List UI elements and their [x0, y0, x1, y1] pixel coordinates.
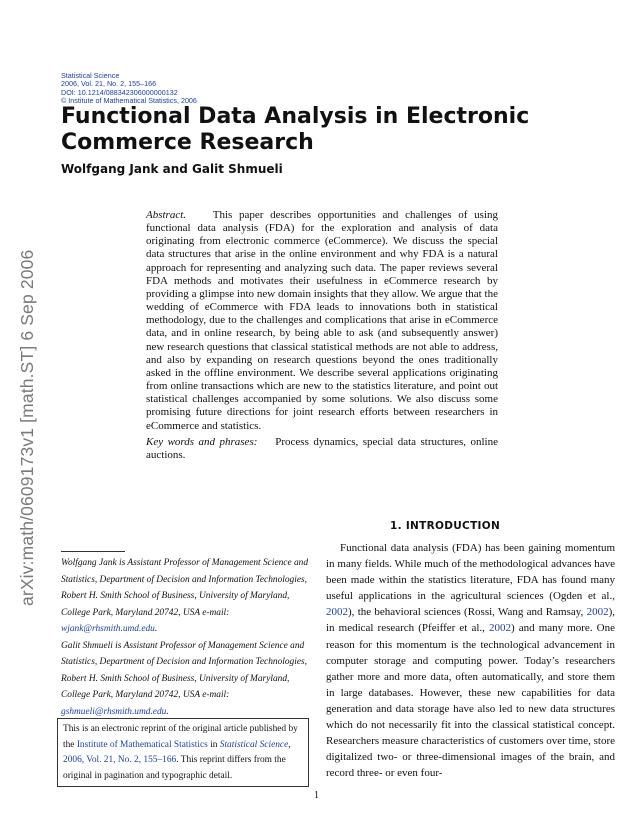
- abstract-block: [146, 209, 498, 462]
- introduction-paragraph: Functional data analysis (FDA) has been gaining momentum in many fields. While much of the methodological advances have been made within the statistics literature, FDA has found many useful applications in the agricultural sciences (Ogden et al., 2002), the behavioral sciences (Rossi, Wang and Ramsay, 2002), in medical research (Pfeiffer et al., 2002) and many more. One reason for this momentum is the technological advancement in computer storage and computing power. Today’s researchers gather more and more data, often automatically, and store them in large databases. However, these new capabilities for data generation and data storage have also led to new data structures which do not necessarily fit into the classical statistical concept. Researchers measure characteristics of customers over time, store digitalized two- or three-dimensional images of the brain, and record three- or even four-: [326, 542, 615, 780]
- citation-link[interactable]: 2002: [586, 606, 609, 619]
- footnote-divider: [61, 551, 125, 552]
- footnote-shmueli: Galit Shmueli is Assistant Professor of Management Science and Statistics, Department of Decision and Information Technologies, Robert H. Smith School of Business, University of Maryland, College Park, Maryland 20742, USA e-mail: gshmueli@rhsmith.umd.edu.: [61, 640, 307, 717]
- journal-link[interactable]: Statistical Science: [219, 739, 289, 750]
- paper-title: Functional Data Analysis in Electronic Commerce Research: [61, 104, 530, 155]
- author-footnote: [61, 555, 309, 720]
- arxiv-identifier-stamp: [17, 186, 39, 606]
- keywords-line: [146, 436, 498, 462]
- abstract-text: This paper describes opportunities and challenges of using functional data analysis (FDA) for the exploration and analysis of data originating from electronic commerce (eCommerce). We discuss the special data structures that arise in the online environment and why FDA is a natural approach for representing and analyzing such data. The paper reviews several FDA methods and motivates their usefulness in eCommerce research by providing a glimpse into new domain insights that they allow. We argue that the wedding of eCommerce with FDA leads to innovations both in statistical methodology, due to the challenges and complications that arise in eCommerce data, and in online research, by being able to ask (and subsequently answer) new research questions that classical statistical methods are not able to address, and also by expanding on research questions beyond the ones traditionally asked in the offline environment. We describe several applications originating from online transactions which are new to the statistics literature, and point out statistical challenges accompanied by some solutions. We also discuss some promising future directions for joint research efforts between researchers in eCommerce and statistics.: [146, 209, 498, 432]
- citation-link[interactable]: 2002: [488, 622, 511, 635]
- volume-link[interactable]: 2006, Vol. 21, No. 2, 155–166: [63, 755, 177, 766]
- section-heading: 1. INTRODUCTION: [390, 520, 501, 532]
- keywords-label: Key words and phrases:: [146, 435, 258, 448]
- journal-header: [61, 72, 197, 106]
- copyright-line[interactable]: © Institute of Mathematical Statistics, 2006: [61, 96, 197, 106]
- reprint-notice-box: This is an electronic reprint of the original article published by the Institute of Mathematical Statistics in Statistical Science, 2006, Vol. 21, No. 2, 155–166. This reprint differs from the original in pagination and typographic detail.: [57, 718, 309, 787]
- email-link-shmueli[interactable]: gshmueli@rhsmith.umd.edu: [61, 706, 167, 717]
- citation-link[interactable]: 2002: [326, 606, 348, 619]
- footnote-jank: Wolfgang Jank is Assistant Professor of Management Science and Statistics, Department of Decision and Information Technologies, Robert H. Smith School of Business, University of Maryland, College Park, Maryland 20742, USA e-mail: wjank@rhsmith.umd.edu.: [61, 558, 309, 634]
- journal-name-link[interactable]: Statistical Science: [61, 71, 120, 80]
- page-number: 1: [314, 790, 319, 801]
- abstract-label: Abstract.: [146, 209, 187, 221]
- introduction-body: [326, 540, 615, 781]
- volume-line[interactable]: 2006, Vol. 21, No. 2, 155–166: [61, 79, 157, 89]
- ims-link[interactable]: Institute of Mathematical Statistics: [76, 739, 208, 750]
- paper-authors: Wolfgang Jank and Galit Shmueli: [61, 162, 283, 176]
- keywords-text: Process dynamics, special data structures, online auctions.: [146, 435, 498, 461]
- doi-link[interactable]: DOI: 10.1214/088342306000000132: [61, 87, 178, 97]
- arxiv-identifier-text: arXiv:math/0609173v1 [math.ST] 6 Sep 2006: [17, 249, 37, 606]
- abstract-paragraph: [146, 209, 498, 433]
- email-link-jank[interactable]: wjank@rhsmith.umd.edu: [61, 624, 155, 634]
